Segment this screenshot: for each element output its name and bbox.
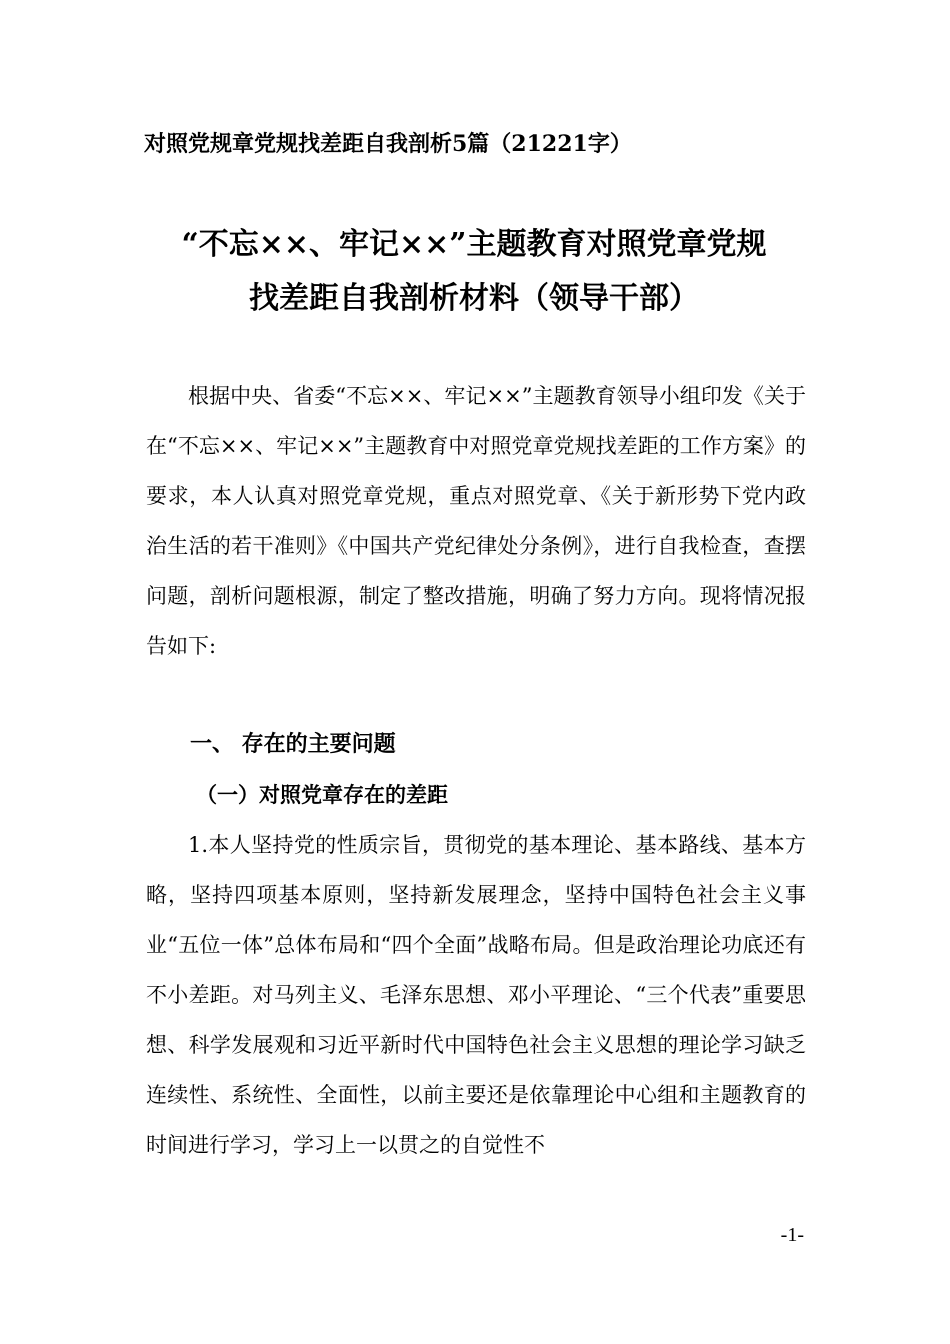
page-number: -1- — [780, 1224, 804, 1246]
body-paragraph-1: 1.本人坚持党的性质宗旨，贯彻党的基本理论、基本路线、基本方略，坚持四项基本原则，坚持新发展理念，坚持中国特色社会主义事业“五位一体”总体布局和“四个全面”战略布局。但是政治理论功底还有不小差距。对马列主义、毛泽东思想、邓小平理论、“三个代表”重要思想、科学发展观和习近平新时代中国特色社会主义思想的理论学习缺乏连续性、系统性、全面性，以前主要还是依靠理论中心组和主题教育的时间进行学习，学习上一以贯之的自觉性不 — [146, 833, 806, 1157]
main-heading-line-2: 找差距自我剖析材料（领导干部） — [249, 281, 699, 316]
intro-paragraph: 根据中央、省委“不忘××、牢记××”主题教育领导小组印发《关于在“不忘××、牢记××”主题教育中对照党章党规找差距的工作方案》的要求，本人认真对照党章党规，重点对照党章、《关于新形势下党内政治生活的若干准则》《中国共产党纪律处分条例》，进行自我检查，查摆问题，剖析问题根源，制定了整改措施，明确了努力方向。现将情况报告如下: — [146, 384, 806, 658]
section-heading-main-problems: 一、 存在的主要问题 — [190, 732, 396, 757]
document-title: 对照党规章党规找差距自我剖析5篇（21221字） — [144, 131, 632, 157]
subsection-heading-party-constitution-gaps: （一）对照党章存在的差距 — [196, 782, 448, 807]
main-heading — [140, 218, 808, 326]
main-heading-line-1: “不忘××、牢记××”主题教育对照党章党规 — [181, 227, 767, 262]
